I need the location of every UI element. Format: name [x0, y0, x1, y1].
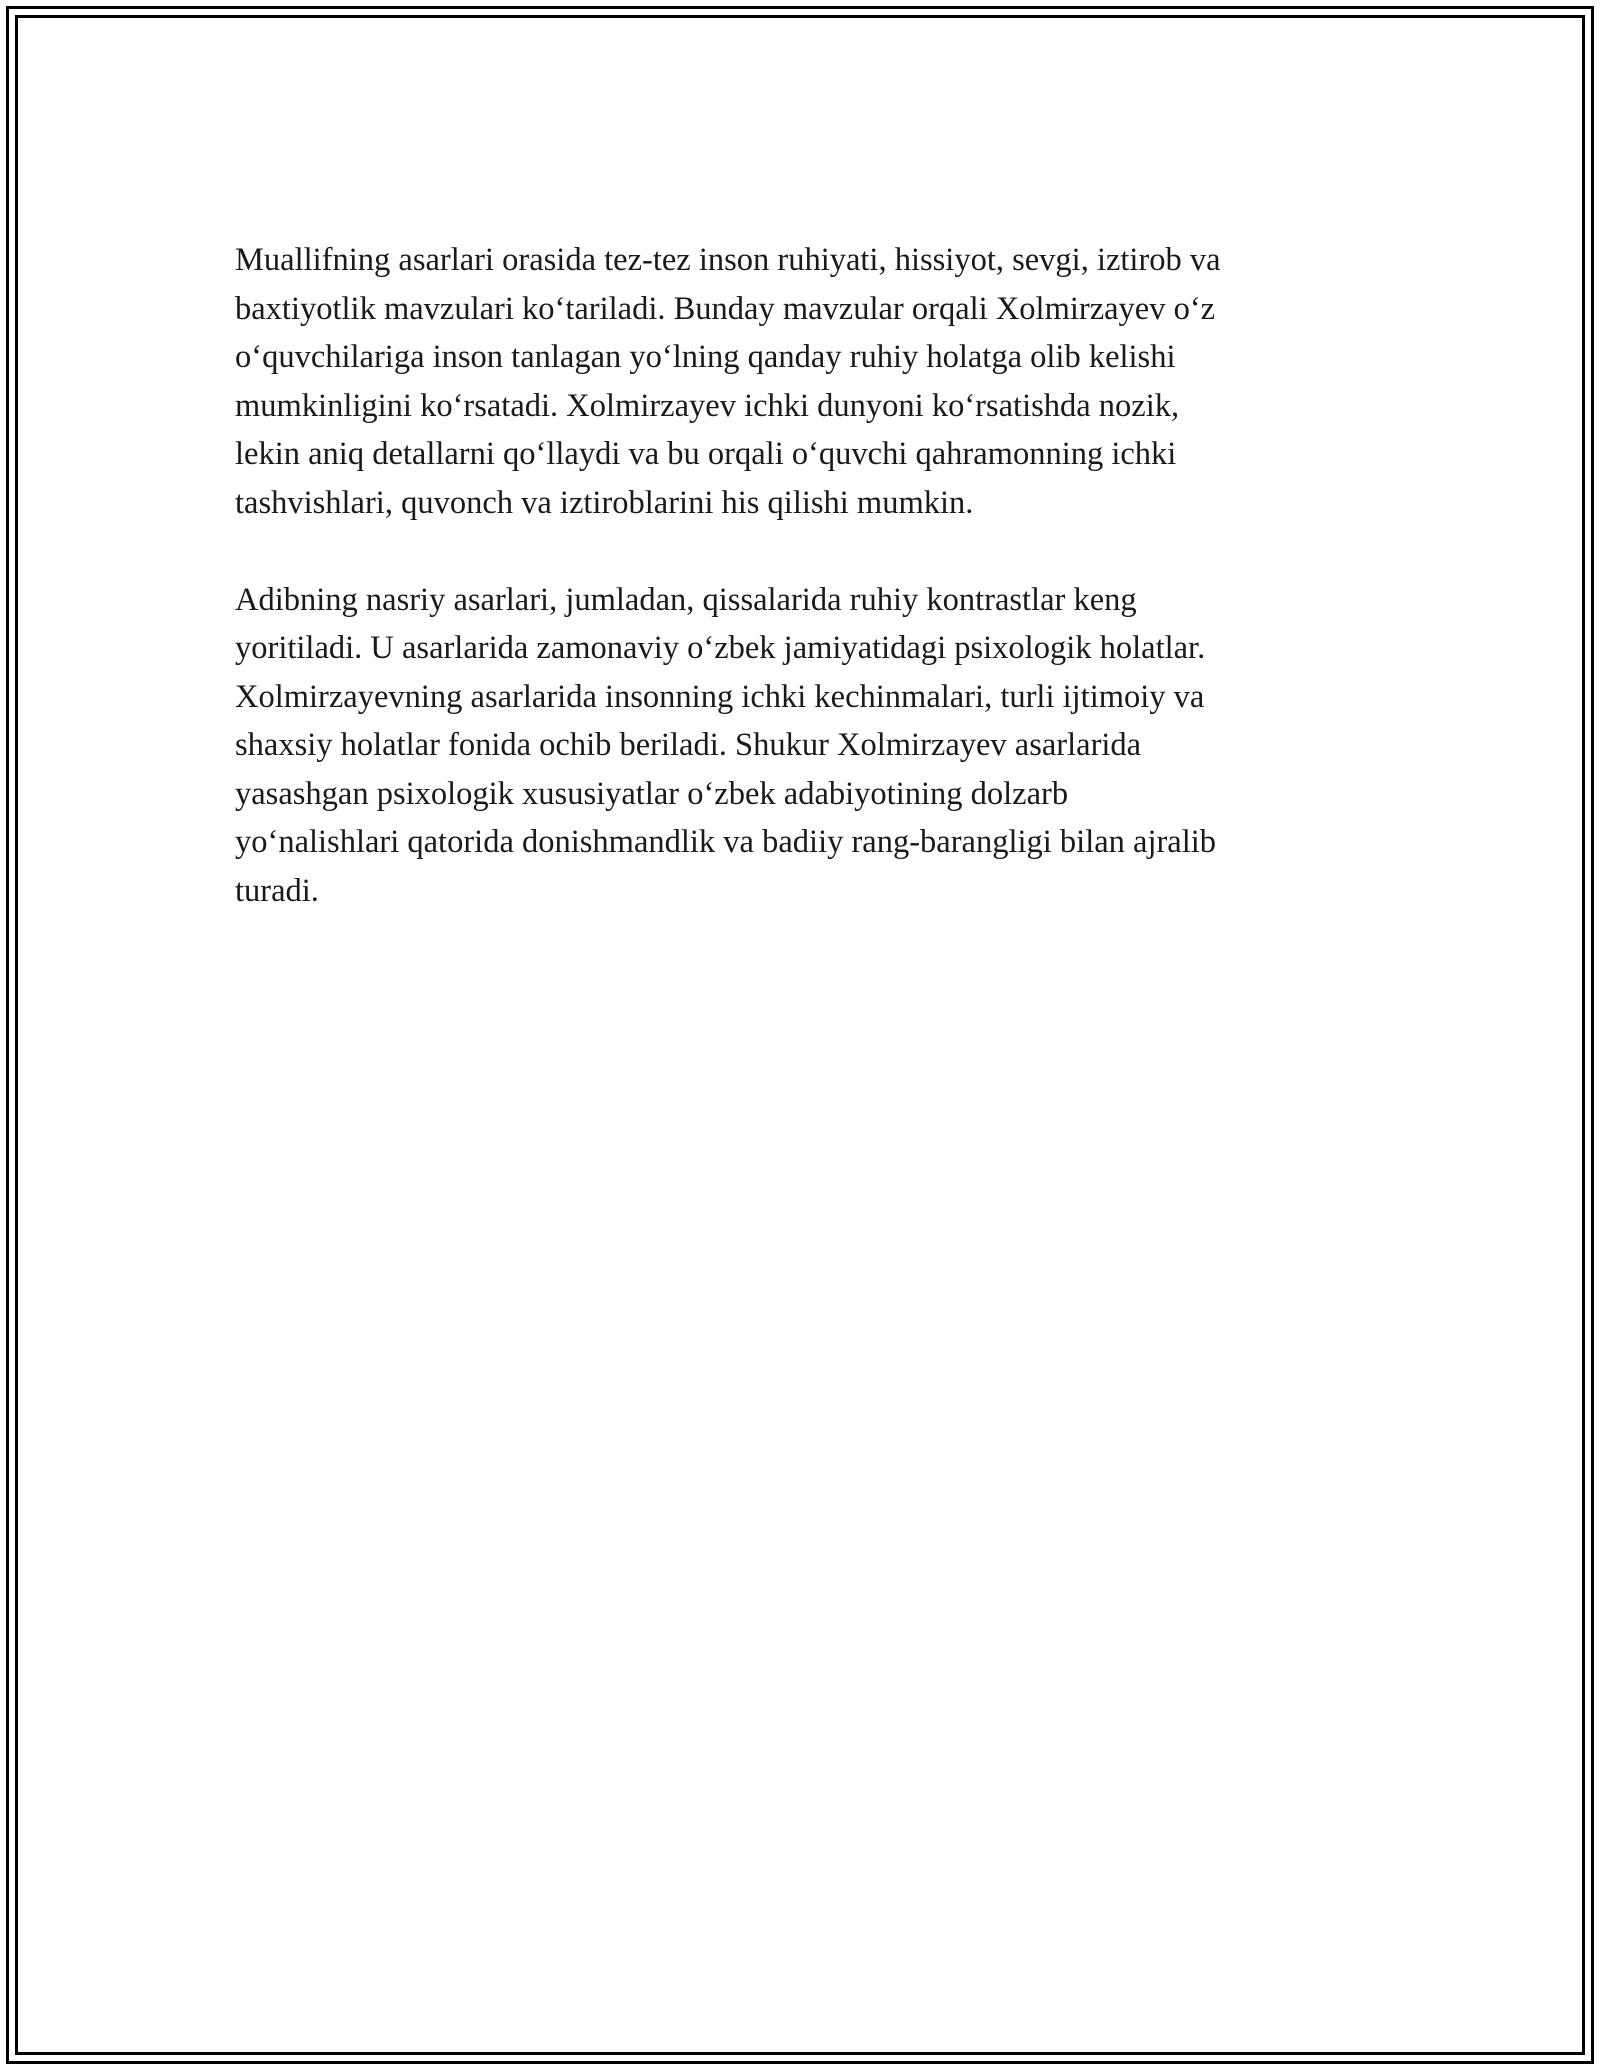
paragraph-line: o‘quvchilariga inson tanlagan yo‘lning qanday ruhiy holatga olib kelishi	[235, 339, 1176, 375]
paragraph-line: Xolmirzayevning asarlarida insonning ichki kechinmalari, turli ijtimoiy va	[235, 678, 1205, 715]
paragraph-line: lekin aniq detallarni qo‘llaydi va bu orqali o‘quvchi qahramonning ichki	[235, 436, 1177, 472]
paragraph-line: Adibning nasriy asarlari, jumladan, qissalarida ruhiy kontrastlar keng	[235, 581, 1137, 618]
paragraph-line: tashvishlari, quvonch va iztiroblarini his qilishi mumkin.	[235, 484, 974, 521]
paragraph-line: baxtiyotlik mavzulari ko‘tariladi. Bunday mavzular orqali Xolmirzayev o‘z	[235, 290, 1216, 327]
paragraph-2	[235, 576, 1365, 916]
document-body	[235, 236, 1365, 915]
paragraph-line: shaxsiy holatlar fonida ochib beriladi. Shukur Xolmirzayev asarlarida	[235, 727, 1142, 763]
paragraph-line: mumkinligini ko‘rsatadi. Xolmirzayev ichki dunyoni ko‘rsatishda nozik,	[235, 387, 1180, 424]
paragraph-line: turadi.	[235, 872, 319, 909]
paragraph-line: yasashgan psixologik xususiyatlar o‘zbek adabiyotining dolzarb	[235, 775, 1069, 812]
paragraph-line: Muallifning asarlari orasida tez-tez inson ruhiyati, hissiyot, sevgi, iztirob va	[235, 242, 1221, 278]
paragraph-line: yoritiladi. U asarlarida zamonaviy o‘zbek jamiyatidagi psixologik holatlar.	[235, 630, 1206, 666]
paragraph-1	[235, 236, 1365, 527]
paragraph-line: yo‘nalishlari qatorida donishmandlik va badiiy rang-barangligi bilan ajralib	[235, 824, 1217, 860]
